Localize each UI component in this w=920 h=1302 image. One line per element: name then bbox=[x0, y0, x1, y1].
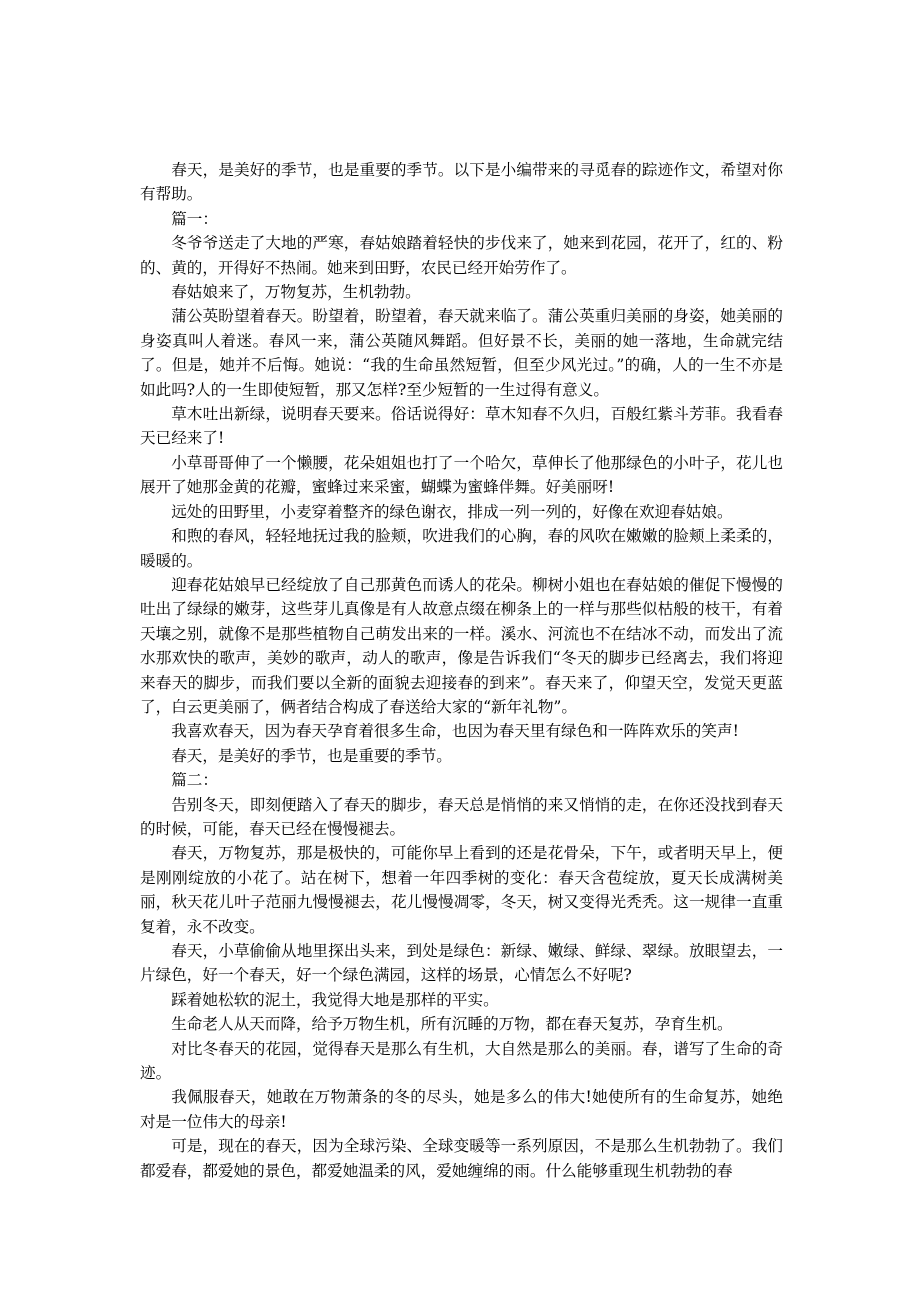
section-heading-2: 篇二： bbox=[171, 771, 218, 790]
paragraph: 告别冬天，即刻便踏入了春天的脚步，春天总是悄悄的来又悄悄的走，在你还没找到春天的时候，可能，春天已经在慢慢褪去。 bbox=[140, 795, 783, 838]
paragraph: 我佩服春天，她敢在万物萧条的冬的尽头，她是多么的伟大!她使所有的生命复苏，她绝对是一位伟大的母亲! bbox=[140, 1088, 783, 1131]
paragraph: 和煦的春风，轻轻地抚过我的脸颊，吹进我们的心胸，春的风吹在嫩嫩的脸颊上柔柔的，暖暖的。 bbox=[140, 527, 783, 570]
paragraph: 我喜欢春天，因为春天孕育着很多生命，也因为春天里有绿色和一阵阵欢乐的笑声! bbox=[171, 722, 739, 741]
paragraph: 春天，是美好的季节，也是重要的季节。 bbox=[171, 746, 452, 765]
paragraph: 可是，现在的春天，因为全球污染、全球变暖等一系列原因，不是那么生机勃勃了。我们都爱春，都爱她的景色，都爱她温柔的风，爱她缠绵的雨。什么能够重现生机勃勃的春 bbox=[140, 1137, 783, 1180]
paragraph: 冬爷爷送走了大地的严寒，春姑娘踏着轻快的步伐来了，她来到花园，花开了，红的、粉的、黄的，开得好不热闹。她来到田野，农民已经开始劳作了。 bbox=[140, 234, 783, 277]
paragraph: 春天，小草偷偷从地里探出头来，到处是绿色：新绿、嫩绿、鲜绿、翠绿。放眼望去，一片绿色，好一个春天，好一个绿色满园，这样的场景，心情怎么不好呢? bbox=[140, 942, 783, 985]
paragraph: 对比冬春天的花园，觉得春天是那么有生机，大自然是那么的美丽。春，谱写了生命的奇迹。 bbox=[140, 1039, 783, 1083]
section-heading-1: 篇一： bbox=[171, 209, 218, 228]
paragraph: 春天，万物复苏，那是极快的，可能你早上看到的还是花骨朵，下午，或者明天早上，便是刚刚绽放的小花了。站在树下，想着一年四季树的变化：春天含苞绽放，夏天长成满树美丽，秋天花儿叶子范丽九慢慢褪去，花儿慢慢凋零，冬天，树又变得光秃秃。这一规律一直重复着，永不改变。 bbox=[140, 844, 783, 936]
paragraph: 蒲公英盼望着春天。盼望着，盼望着，春天就来临了。蒲公英重归美丽的身姿，她美丽的身姿真叫人着迷。春风一来，蒲公英随风舞蹈。但好景不长，美丽的她一落地，生命就完结了。但是，她并不后悔。她说：“我的生命虽然短暂，但至少风光过。”的确，人的一生不亦是如此吗?人的一生即使短暂，那又怎样?至少短暂的一生过得有意义。 bbox=[140, 307, 783, 399]
paragraph-intro: 春天，是美好的季节，也是重要的季节。以下是小编带来的寻觅春的踪迹作文，希望对你有帮助。 bbox=[140, 161, 783, 204]
document-body bbox=[140, 158, 783, 1183]
paragraph: 草木吐出新绿，说明春天要来。俗话说得好：草木知春不久归，百般红紫斗芳菲。我看春天已经来了! bbox=[140, 405, 783, 448]
paragraph: 春姑娘来了，万物复苏，生机勃勃。 bbox=[171, 283, 421, 302]
paragraph: 远处的田野里，小麦穿着整齐的绿色谢衣，排成一列一列的，好像在欢迎春姑娘。 bbox=[171, 502, 733, 521]
paragraph: 生命老人从天而降，给予万物生机，所有沉睡的万物，都在春天复苏，孕育生机。 bbox=[171, 1015, 733, 1034]
paragraph: 迎春花姑娘早已经绽放了自己那黄色而诱人的花朵。柳树小姐也在春姑娘的催促下慢慢的吐出了绿绿的嫩芽，这些芽儿真像是有人故意点缀在柳条上的一样与那些似枯般的枝干，有着天壤之别，就像不是那些植物自己萌发出来的一样。溪水、河流也不在结冰不动，而发出了流水那欢快的歌声，美妙的歌声，动人的歌声，像是告诉我们“冬天的脚步已经离去，我们将迎来春天的脚步，而我们要以全新的面貌去迎接春的到来”。春天来了，仰望天空，发觉天更蓝了，白云更美丽了，俩者结合构成了春送给大家的“新年礼物”。 bbox=[140, 575, 783, 716]
paragraph: 小草哥哥伸了一个懒腰，花朵姐姐也打了一个哈欠，草伸长了他那绿色的小叶子，花儿也展开了她那金黄的花瓣，蜜蜂过来采蜜，蝴蝶为蜜蜂伴舞。好美丽呀! bbox=[140, 453, 783, 497]
paragraph: 踩着她松软的泥土，我觉得大地是那样的平实。 bbox=[171, 990, 499, 1009]
